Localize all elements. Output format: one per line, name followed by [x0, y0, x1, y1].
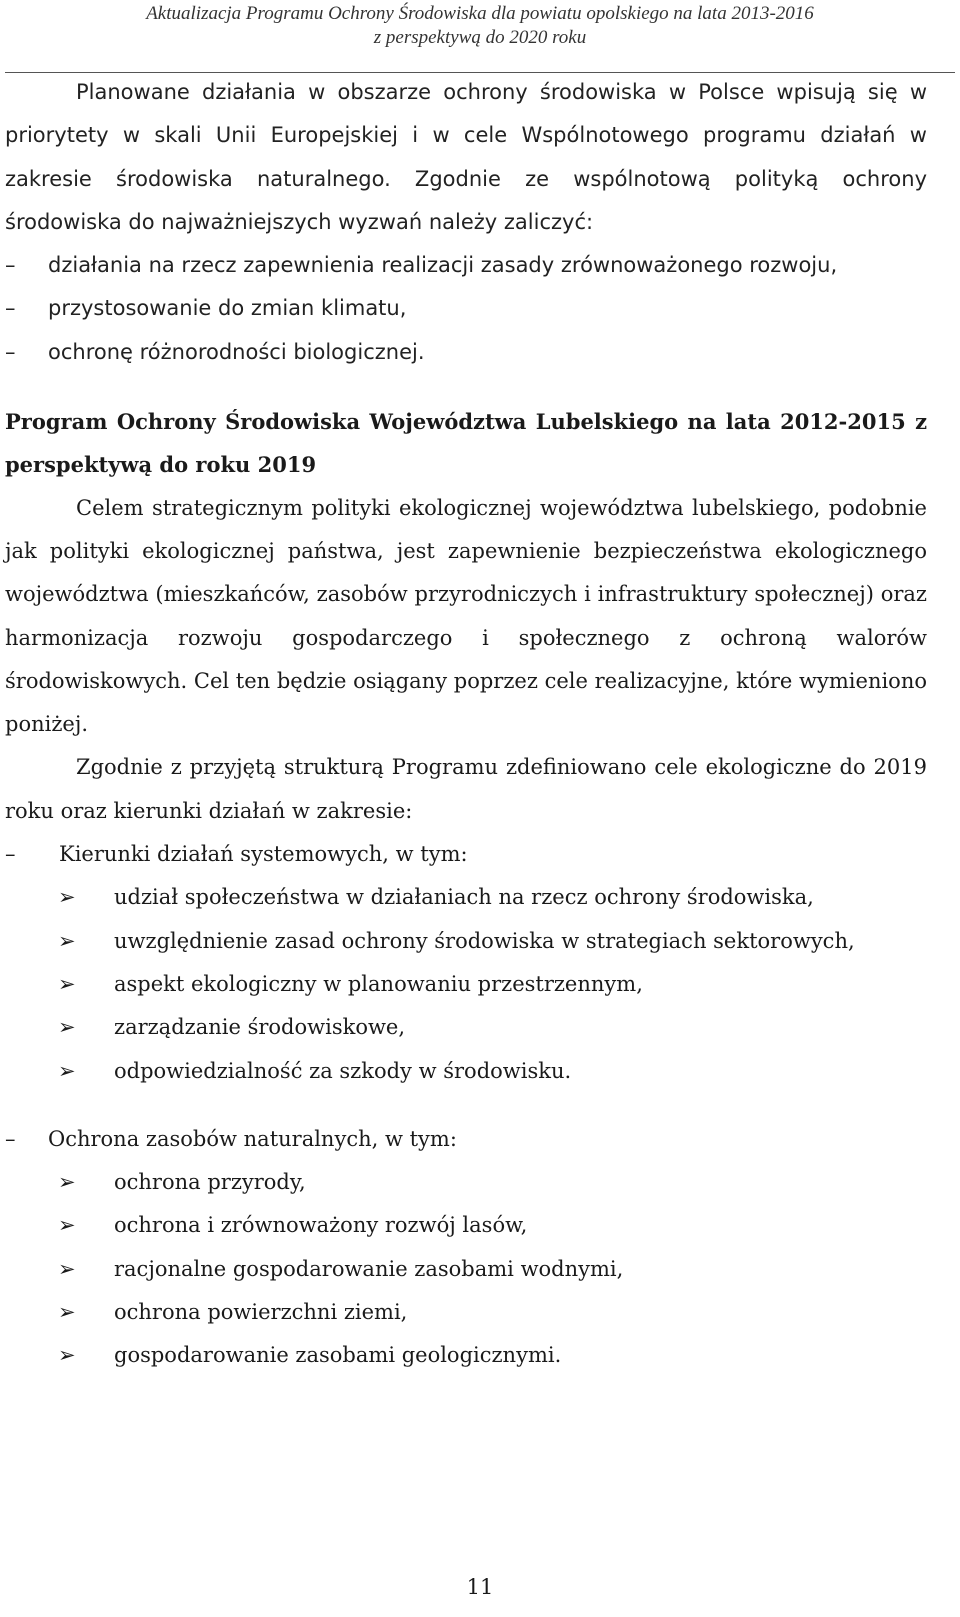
intro-list-item — [5, 244, 927, 287]
list-item-text: zarządzanie środowiskowe, — [114, 1015, 406, 1040]
intro-item-text: ochronę różnorodności biologicznej. — [48, 339, 425, 364]
dash-bullet: – — [5, 253, 16, 278]
intro-paragraph: Planowane działania w obszarze ochrony środowiska w Polsce wpisują się w priorytety w skali Unii Europejskiej i w cele Wspólnotowego programu działań w zakresie środowiska naturalnego. Zgodnie ze wspólnotową polityką ochrony środowiska do najważniejszych wyzwań należy zaliczyć: — [5, 80, 927, 234]
page-header — [0, 2, 960, 50]
group-title-text: Ochrona zasobów naturalnych, w tym: — [48, 1126, 457, 1151]
dash-bullet: – — [5, 339, 16, 364]
list-item-text: udział społeczeństwa w działaniach na rzecz ochrony środowiska, — [114, 885, 814, 910]
arrow-bullet-icon: ➢ — [58, 885, 76, 910]
program-paragraph-1: Celem strategicznym polityki ekologicznej województwa lubelskiego, podobnie jak polityki ekologicznej państwa, jest zapewnienie bezpieczeństwa ekologicznego województwa (mieszkańców, zasobów przyrodniczych i infrastruktury społecznej) oraz harmonizacja rozwoju gospodarczego i społecznego z ochroną walorów środowiskowych. Cel ten będzie osiągany poprzez cele realizacyjne, które wymieniono poniżej. — [5, 495, 927, 737]
list-item — [5, 1204, 927, 1247]
arrow-bullet-icon: ➢ — [58, 1213, 76, 1238]
list-item-text: odpowiedzialność za szkody w środowisku. — [114, 1058, 572, 1083]
page-content — [5, 71, 927, 1378]
list-item-text: ochrona powierzchni ziemi, — [114, 1300, 408, 1325]
list-item-text: ochrona i zrównoważony rozwój lasów, — [114, 1213, 528, 1238]
group-title-systemic — [5, 833, 927, 876]
intro-list-item — [5, 331, 927, 374]
list-item — [5, 1291, 927, 1334]
group-title-natural-resources — [5, 1118, 927, 1161]
list-item-text: ochrona przyrody, — [114, 1170, 306, 1195]
list-item — [5, 1006, 927, 1049]
arrow-bullet-icon: ➢ — [58, 1300, 76, 1325]
arrow-bullet-icon: ➢ — [58, 1256, 76, 1281]
intro-list-item — [5, 287, 927, 330]
list-item — [5, 1050, 927, 1093]
arrow-bullet-icon: ➢ — [58, 928, 76, 953]
header-title-line2: z perspektywą do 2020 roku — [373, 27, 587, 48]
arrow-bullet-icon: ➢ — [58, 1015, 76, 1040]
list-item — [5, 876, 927, 919]
arrow-bullet-icon: ➢ — [58, 971, 76, 996]
dash-bullet: – — [5, 1126, 16, 1151]
list-item-text: aspekt ekologiczny w planowaniu przestrzennym, — [114, 971, 643, 996]
dash-bullet: – — [5, 296, 16, 321]
header-title-line1: Aktualizacja Programu Ochrony Środowiska dla powiatu opolskiego na lata 2013-2016 — [146, 3, 814, 24]
intro-item-text: działania na rzecz zapewnienia realizacji zasady zrównoważonego rozwoju, — [48, 253, 838, 278]
list-item — [5, 1161, 927, 1204]
list-item-text: gospodarowanie zasobami geologicznymi. — [114, 1343, 562, 1368]
list-item — [5, 920, 927, 963]
list-item-text: uwzględnienie zasad ochrony środowiska w strategiach sektorowych, — [114, 928, 855, 953]
arrow-bullet-icon: ➢ — [58, 1170, 76, 1195]
program-paragraph-2: Zgodnie z przyjętą strukturą Programu zdefiniowano cele ekologiczne do 2019 roku oraz kierunki działań w zakresie: — [5, 755, 927, 823]
page-number: 11 — [466, 1575, 494, 1599]
section-heading: Program Ochrony Środowiska Województwa Lubelskiego na lata 2012-2015 z perspektywą do roku 2019 — [5, 409, 927, 478]
intro-item-text: przystosowanie do zmian klimatu, — [48, 296, 407, 321]
list-item — [5, 1248, 927, 1291]
arrow-bullet-icon: ➢ — [58, 1058, 76, 1083]
list-item — [5, 963, 927, 1006]
group-title-text: Kierunki działań systemowych, w tym: — [59, 842, 468, 867]
list-item-text: racjonalne gospodarowanie zasobami wodnymi, — [114, 1256, 624, 1281]
list-item — [5, 1334, 927, 1377]
arrow-bullet-icon: ➢ — [58, 1343, 76, 1368]
dash-bullet: – — [5, 842, 16, 867]
